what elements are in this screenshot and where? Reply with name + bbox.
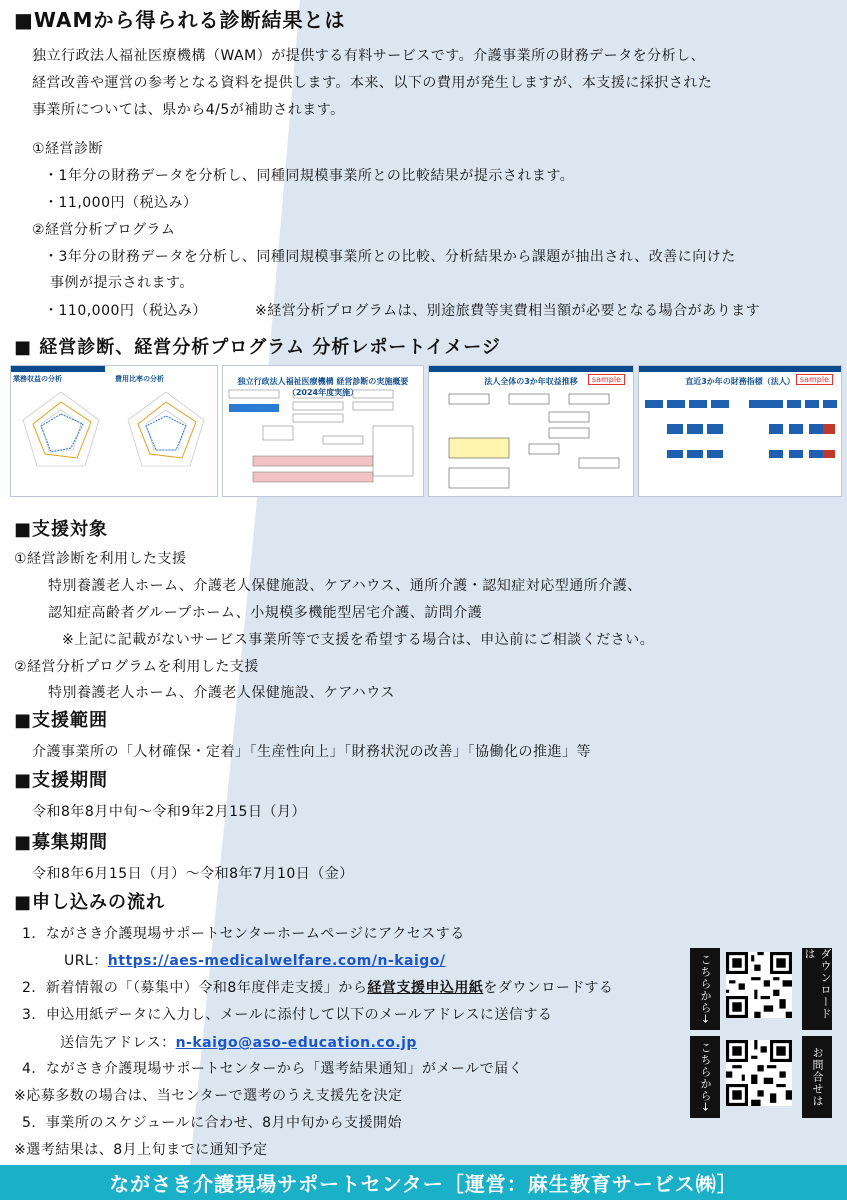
footer-banner: ながさき介護現場サポートセンター［運営：麻生教育サービス㈱］ xyxy=(0,1165,847,1200)
flow-note-1: ※応募多数の場合は、当センターで選考のうえ支援先を決定 xyxy=(14,1088,403,1104)
report-thumbnail-flow: 独立行政法人福祉医療機構 経営診断の実施概要（2024年度実施） xyxy=(222,365,424,497)
flowchart-icon xyxy=(223,386,423,496)
qr-tag-download-arrow: こちらから→ xyxy=(690,948,720,1030)
inquiry-qr-code-icon[interactable] xyxy=(726,1040,792,1106)
report-thumbnail-indicators: 直近3か年の財務指標（法人） sample xyxy=(638,365,842,497)
item2-bullet-2: ・110,000円（税込み） xyxy=(44,303,207,319)
qr-tag-inquiry-arrow: こちらから→ xyxy=(690,1036,720,1118)
flow-mail-row xyxy=(60,1032,417,1052)
item1-title: ①経営診断 xyxy=(32,141,104,157)
url-label: URL： xyxy=(64,953,108,969)
qr-tag-inquiry-label: お問合せは xyxy=(802,1036,832,1118)
report-thumbnail-3yr: 法人全体の3か年収益推移 sample xyxy=(428,365,634,497)
application-form-label: 経営支援申込用紙 xyxy=(367,980,484,996)
section-title-report: ■ 経営診断、経営分析プログラム 分析レポートイメージ xyxy=(14,337,501,358)
item1-bullet-2: ・11,000円（税込み） xyxy=(44,195,198,211)
intro-line-1: 独立行政法人福祉医療機構（WAM）が提供する有料サービスです。介護事業所の財務データを分析し、 xyxy=(32,48,706,64)
target-line-3: 認知症高齢者グループホーム、小規模多機能型居宅介護、訪問介護 xyxy=(48,605,483,621)
radar-chart-icon xyxy=(11,380,217,497)
section-title-recruit: ■募集期間 xyxy=(14,832,109,853)
flow-step-2: 2．新着情報の「（募集中）令和8年度伴走支援」から経営支援申込用紙をダウンロードする xyxy=(22,980,614,996)
report-thumbnail-radar: 業務収益の分析 費用比率の分析 xyxy=(10,365,218,497)
target-line-4: ※上記に記載がないサービス事業所等で支援を希望する場合は、申込前にご相談ください。 xyxy=(62,632,655,648)
flow-step-1: 1．ながさき介護現場サポートセンターホームページにアクセスする xyxy=(22,926,465,942)
scope-line: 介護事業所の「人材確保・定着」「生産性向上」「財務状況の改善」「協働化の推進」等 xyxy=(32,744,591,760)
mail-label: 送信先アドレス： xyxy=(60,1035,176,1051)
section-title-flow: ■申し込みの流れ xyxy=(14,892,166,913)
flow-step-5: 5．事業所のスケジュールに合わせ、8月中旬から支援開始 xyxy=(22,1115,403,1131)
intro-line-2: 経営改善や運営の参考となる資料を提供します。本来、以下の費用が発生しますが、本支援に採択された xyxy=(32,75,713,91)
item2-bullet-1a: ・3年分の財務データを分析し、同種同規模事業所との比較、分析結果から課題が抽出され、改善に向けた xyxy=(44,249,736,265)
section-title-target: ■支援対象 xyxy=(14,519,109,540)
homepage-link[interactable]: https://aes-medicalwelfare.com/n-kaigo/ xyxy=(107,953,446,969)
item2-note: ※経営分析プログラムは、別途旅費等実費相当額が必要となる場合があります xyxy=(255,303,761,319)
item1-bullet-1: ・1年分の財務データを分析し、同種同規模事業所との比較結果が提示されます。 xyxy=(44,168,575,184)
period-line: 令和8年8月中旬～令和9年2月15日（月） xyxy=(32,804,306,820)
section-title-scope: ■支援範囲 xyxy=(14,710,109,731)
download-qr-code-icon[interactable] xyxy=(726,952,792,1018)
indicator-table-icon xyxy=(639,394,841,494)
item2-bullet-1b: 事例が提示されます。 xyxy=(50,275,194,291)
intro-line-3: 事業所については、県から4/5が補助されます。 xyxy=(32,102,345,118)
recruit-line: 令和8年6月15日（月）～令和8年7月10日（金） xyxy=(32,866,354,882)
section-title-period: ■支援期間 xyxy=(14,770,109,791)
target-line-6: 特別養護老人ホーム、介護老人保健施設、ケアハウス xyxy=(48,685,395,701)
item2-title: ②経営分析プログラム xyxy=(32,222,176,238)
flow-step-3: 3．申込用紙データに入力し、メールに添付して以下のメールアドレスに送信する xyxy=(22,1007,553,1023)
flow-step-4: 4．ながさき介護現場サポートセンターから「選考結果通知」がメールで届く xyxy=(22,1061,524,1077)
section-title-wam: ■WAMから得られる診断結果とは xyxy=(14,8,346,32)
flow-note-2: ※選考結果は、8月上旬までに通知予定 xyxy=(14,1142,268,1158)
comparison-diagram-icon xyxy=(429,388,633,497)
qr-tag-download-label: ダウンロードは xyxy=(802,948,832,1030)
flow-url-row xyxy=(64,950,446,970)
target-line-5: ②経営分析プログラムを利用した支援 xyxy=(14,659,259,675)
target-line-1: ①経営診断を利用した支援 xyxy=(14,551,187,567)
email-link[interactable]: n-kaigo@aso-education.co.jp xyxy=(175,1035,417,1051)
target-line-2: 特別養護老人ホーム、介護老人保健施設、ケアハウス、通所介護・認知症対応型通所介護、 xyxy=(48,578,642,594)
